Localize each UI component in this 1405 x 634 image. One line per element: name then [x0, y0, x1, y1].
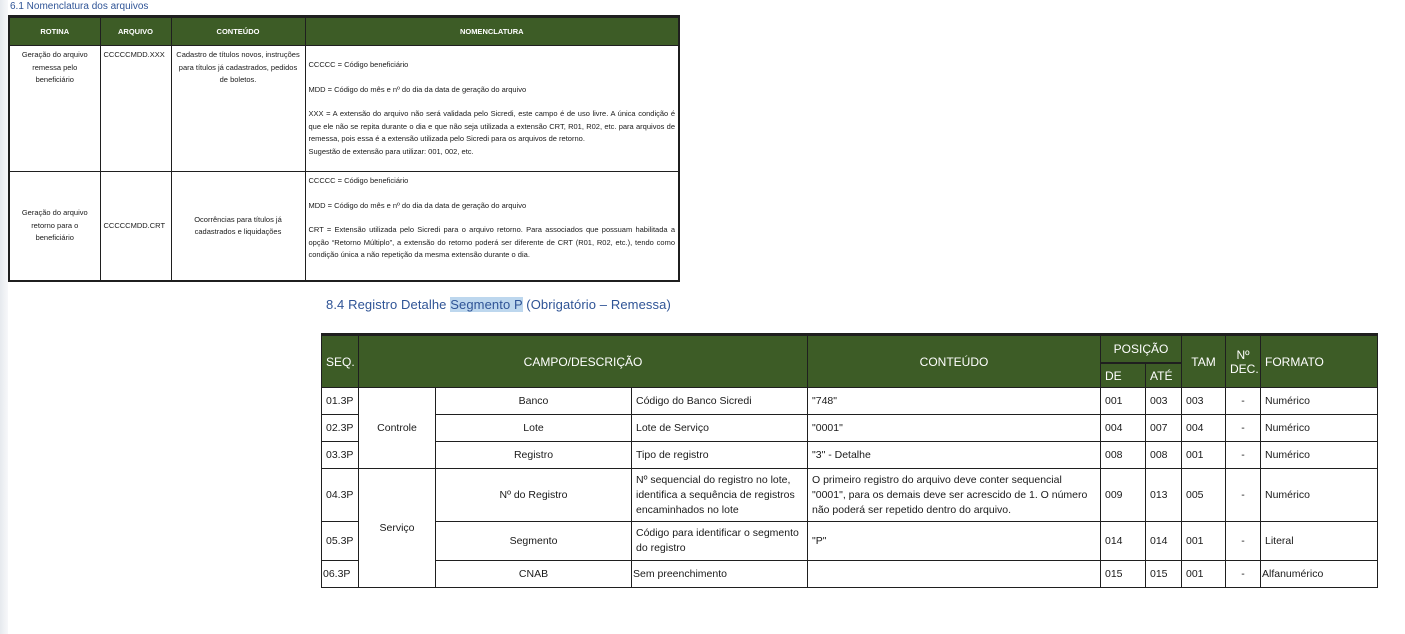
- cell-campo: Nº do Registro: [436, 469, 632, 522]
- cell-campo: Segmento: [436, 522, 632, 561]
- cell-conteudo: "0001": [808, 415, 1101, 442]
- cell-nomenclatura: [305, 172, 679, 282]
- nomenclatura-line: CRT = Extensão utilizada pelo Sicredi para o arquivo retorno. Para associados que possuam habilitada a opção “Retorno Múltiplo”, a extensão do retorno poderá ser diferente de CRT (R01, R02, etc.), tendo como condição única a não repetição da mesma extensão durante o dia.: [308, 225, 675, 259]
- cell-formato: Numérico: [1261, 469, 1378, 522]
- cell-ate: 003: [1146, 388, 1182, 415]
- section-title-segmento-p: [326, 297, 671, 312]
- cell-de: 009: [1101, 469, 1146, 522]
- table-row: [322, 415, 1378, 442]
- cell-dec: -: [1226, 415, 1261, 442]
- cell-descricao: Sem preenchimento: [632, 561, 808, 588]
- cell-ate: 007: [1146, 415, 1182, 442]
- header-rotina: ROTINA: [9, 17, 100, 46]
- nomenclatura-table: [8, 15, 680, 282]
- cell-de: 014: [1101, 522, 1146, 561]
- cell-rotina: Geração do arquivo remessa pelo beneficiário: [9, 46, 100, 172]
- cell-dec: -: [1226, 442, 1261, 469]
- header-conteudo: CONTEÚDO: [171, 17, 305, 46]
- nomenclatura-header-row: [9, 17, 679, 46]
- cell-formato: Numérico: [1261, 415, 1378, 442]
- header-posicao: POSIÇÃO: [1101, 335, 1182, 364]
- left-margin-strip: [0, 0, 8, 634]
- cell-seq: 05.3P: [322, 522, 359, 561]
- group-servico: Serviço: [359, 469, 436, 588]
- header-formato: FORMATO: [1261, 335, 1378, 388]
- title-prefix: 8.4 Registro Detalhe: [326, 297, 451, 312]
- cell-formato: Numérico: [1261, 388, 1378, 415]
- cell-conteudo: "748": [808, 388, 1101, 415]
- cell-rotina: Geração do arquivo retorno para o beneficiário: [9, 172, 100, 282]
- cell-tam: 003: [1182, 388, 1226, 415]
- cell-seq: 03.3P: [322, 442, 359, 469]
- table-row: [9, 172, 679, 282]
- cell-formato: Literal: [1261, 522, 1378, 561]
- cell-descricao: Tipo de registro: [632, 442, 808, 469]
- section-title-nomenclatura: 6.1 Nomenclatura dos arquivos: [10, 1, 149, 12]
- cell-ate: 015: [1146, 561, 1182, 588]
- cell-tam: 004: [1182, 415, 1226, 442]
- cell-de: 015: [1101, 561, 1146, 588]
- cell-arquivo: CCCCCMDD.CRT: [100, 172, 171, 282]
- cell-descricao: Lote de Serviço: [632, 415, 808, 442]
- segmento-header-row: [322, 335, 1378, 364]
- cell-dec: -: [1226, 469, 1261, 522]
- cell-campo: Lote: [436, 415, 632, 442]
- cell-nomenclatura: [305, 46, 679, 172]
- cell-formato: Numérico: [1261, 442, 1378, 469]
- header-ate: ATÉ: [1146, 363, 1182, 388]
- cell-ate: 013: [1146, 469, 1182, 522]
- cell-de: 001: [1101, 388, 1146, 415]
- header-de: DE: [1101, 363, 1146, 388]
- cell-descricao: Código para identificar o segmento do registro: [632, 522, 808, 561]
- table-row: [322, 442, 1378, 469]
- cell-ate: 014: [1146, 522, 1182, 561]
- table-row: [322, 561, 1378, 588]
- header-nomenclatura: NOMENCLATURA: [305, 17, 679, 46]
- cell-conteudo: Ocorrências para títulos já cadastrados e liquidações: [171, 172, 305, 282]
- header-arquivo: ARQUIVO: [100, 17, 171, 46]
- cell-tam: 001: [1182, 442, 1226, 469]
- header-campo-descricao: CAMPO/DESCRIÇÃO: [359, 335, 808, 388]
- cell-seq: 01.3P: [322, 388, 359, 415]
- table-row: [9, 46, 679, 172]
- header-tam: TAM: [1182, 335, 1226, 388]
- cell-seq: 02.3P: [322, 415, 359, 442]
- cell-tam: 005: [1182, 469, 1226, 522]
- cell-descricao: Código do Banco Sicredi: [632, 388, 808, 415]
- cell-conteudo: "P": [808, 522, 1101, 561]
- cell-campo: Banco: [436, 388, 632, 415]
- segmento-p-table: [321, 333, 1378, 588]
- table-row: [322, 388, 1378, 415]
- cell-de: 004: [1101, 415, 1146, 442]
- title-highlight: Segmento P: [450, 297, 523, 312]
- cell-descricao: Nº sequencial do registro no lote, identifica a sequência de registros encaminhados no lote: [632, 469, 808, 522]
- cell-formato: Alfanumérico: [1261, 561, 1378, 588]
- table-row: [322, 469, 1378, 522]
- cell-dec: -: [1226, 522, 1261, 561]
- header-seq: SEQ.: [322, 335, 359, 388]
- cell-tam: 001: [1182, 522, 1226, 561]
- cell-ate: 008: [1146, 442, 1182, 469]
- cell-dec: -: [1226, 388, 1261, 415]
- cell-conteudo: "3" - Detalhe: [808, 442, 1101, 469]
- nomenclatura-line: Sugestão de extensão para utilizar: 001, 002, etc.: [308, 146, 474, 156]
- nomenclatura-line: CCCCC = Código beneficiário: [308, 176, 409, 185]
- cell-conteudo: Cadastro de títulos novos, instruções para títulos já cadastrados, pedidos de boletos.: [171, 46, 305, 172]
- nomenclatura-line: MDD = Código do mês e nº do dia da data de geração do arquivo: [308, 200, 527, 210]
- nomenclatura-line: XXX = A extensão do arquivo não será validada pelo Sicredi, este campo é de uso livre. A única condição é que ele não se repita durante o dia e que não seja utilizada a extensão CRT, R01, R02, etc. para arquivos de remessa, pois essa é a extensão utilizada pelo Sicredi para os arquivos de retorno.: [308, 109, 675, 143]
- header-conteudo: CONTEÚDO: [808, 335, 1101, 388]
- nomenclatura-line: CCCCC = Código beneficiário: [308, 60, 409, 69]
- cell-campo: Registro: [436, 442, 632, 469]
- cell-tam: 001: [1182, 561, 1226, 588]
- title-suffix: (Obrigatório – Remessa): [522, 297, 671, 312]
- cell-campo: CNAB: [436, 561, 632, 588]
- cell-conteudo: O primeiro registro do arquivo deve conter sequencial "0001", para os demais deve ser acrescido de 1. O número não poderá ser repetido dentro do arquivo.: [808, 469, 1101, 522]
- cell-de: 008: [1101, 442, 1146, 469]
- table-row: [322, 522, 1378, 561]
- cell-seq: 04.3P: [322, 469, 359, 522]
- nomenclatura-line: MDD = Código do mês e nº do dia da data de geração do arquivo: [308, 84, 527, 94]
- header-n-dec: Nº DEC.: [1226, 335, 1261, 388]
- cell-arquivo: CCCCCMDD.XXX: [100, 46, 171, 172]
- cell-dec: -: [1226, 561, 1261, 588]
- cell-conteudo: [808, 561, 1101, 588]
- cell-seq: 06.3P: [322, 561, 359, 588]
- group-controle: Controle: [359, 388, 436, 469]
